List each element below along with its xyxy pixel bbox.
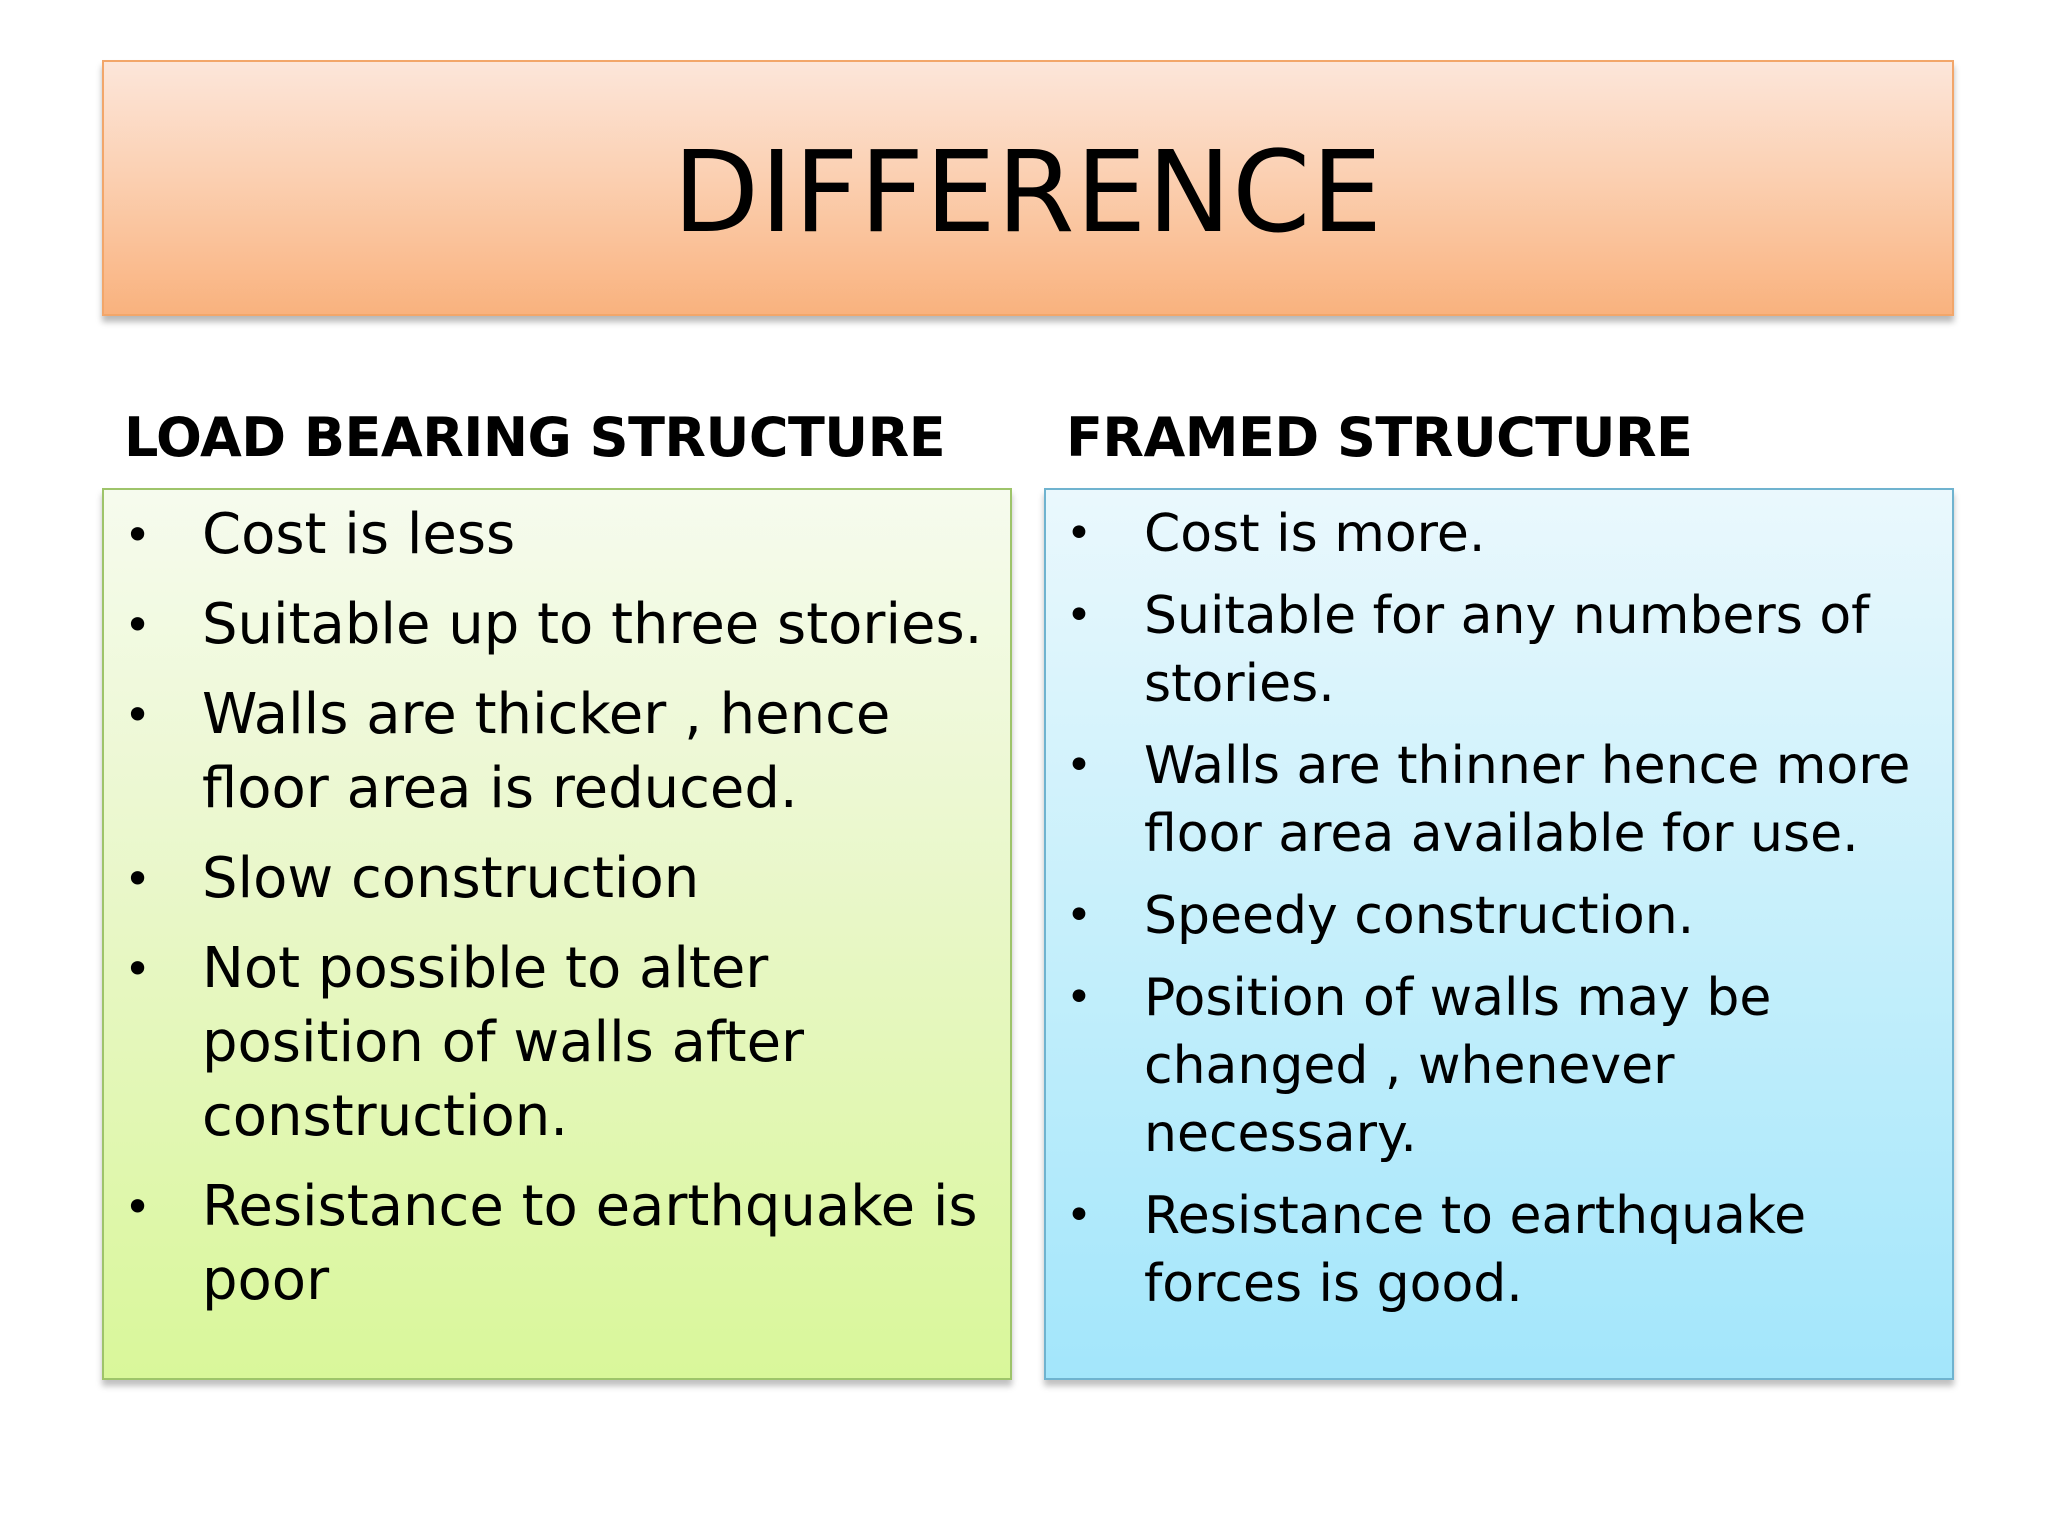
title-banner bbox=[102, 60, 1954, 316]
list-item bbox=[1046, 582, 1952, 718]
bullet-icon: • bbox=[124, 942, 152, 996]
list-item-text: Resistance to earthquake forces is good. bbox=[1144, 1186, 1807, 1314]
bullet-icon: • bbox=[1066, 972, 1092, 1023]
bullet-icon: • bbox=[1066, 590, 1092, 641]
bullet-icon: • bbox=[1066, 890, 1092, 941]
list-item-text: Not possible to alter position of walls after construction. bbox=[202, 936, 805, 1149]
bullet-icon: • bbox=[1066, 1190, 1092, 1241]
list-item-text: Suitable up to three stories. bbox=[202, 592, 983, 657]
list-item-text: Resistance to earthquake is poor bbox=[202, 1174, 978, 1313]
list-item-text: Cost is more. bbox=[1144, 504, 1486, 564]
list-item bbox=[104, 842, 1010, 916]
list-item bbox=[104, 588, 1010, 662]
list-item-text: Slow construction bbox=[202, 846, 700, 911]
list-item-text: Speedy construction. bbox=[1144, 886, 1695, 946]
list-item-text: Walls are thicker , hence floor area is reduced. bbox=[202, 682, 891, 821]
bullet-icon: • bbox=[1066, 740, 1092, 791]
list-item bbox=[104, 932, 1010, 1154]
list-item bbox=[104, 678, 1010, 826]
load-bearing-panel bbox=[102, 488, 1012, 1380]
list-item bbox=[1046, 1182, 1952, 1318]
framed-panel bbox=[1044, 488, 1954, 1380]
framed-list bbox=[1046, 500, 1952, 1332]
list-item bbox=[104, 1170, 1010, 1318]
bullet-icon: • bbox=[124, 1180, 152, 1234]
list-item-text: Suitable for any numbers of stories. bbox=[1144, 586, 1870, 714]
list-item-text: Position of walls may be changed , whenever necessary. bbox=[1144, 968, 1772, 1164]
list-item bbox=[104, 498, 1010, 572]
list-item bbox=[1046, 964, 1952, 1168]
list-item-text: Walls are thinner hence more floor area available for use. bbox=[1144, 736, 1911, 864]
load-bearing-heading: LOAD BEARING STRUCTURE bbox=[124, 406, 946, 469]
list-item bbox=[1046, 732, 1952, 868]
list-item bbox=[1046, 882, 1952, 950]
bullet-icon: • bbox=[124, 508, 152, 562]
list-item bbox=[1046, 500, 1952, 568]
bullet-icon: • bbox=[124, 852, 152, 906]
framed-heading: FRAMED STRUCTURE bbox=[1066, 406, 1693, 469]
slide-title: DIFFERENCE bbox=[672, 128, 1384, 258]
bullet-icon: • bbox=[1066, 508, 1092, 559]
bullet-icon: • bbox=[124, 688, 152, 742]
list-item-text: Cost is less bbox=[202, 502, 516, 567]
load-bearing-list bbox=[104, 498, 1010, 1334]
bullet-icon: • bbox=[124, 598, 152, 652]
